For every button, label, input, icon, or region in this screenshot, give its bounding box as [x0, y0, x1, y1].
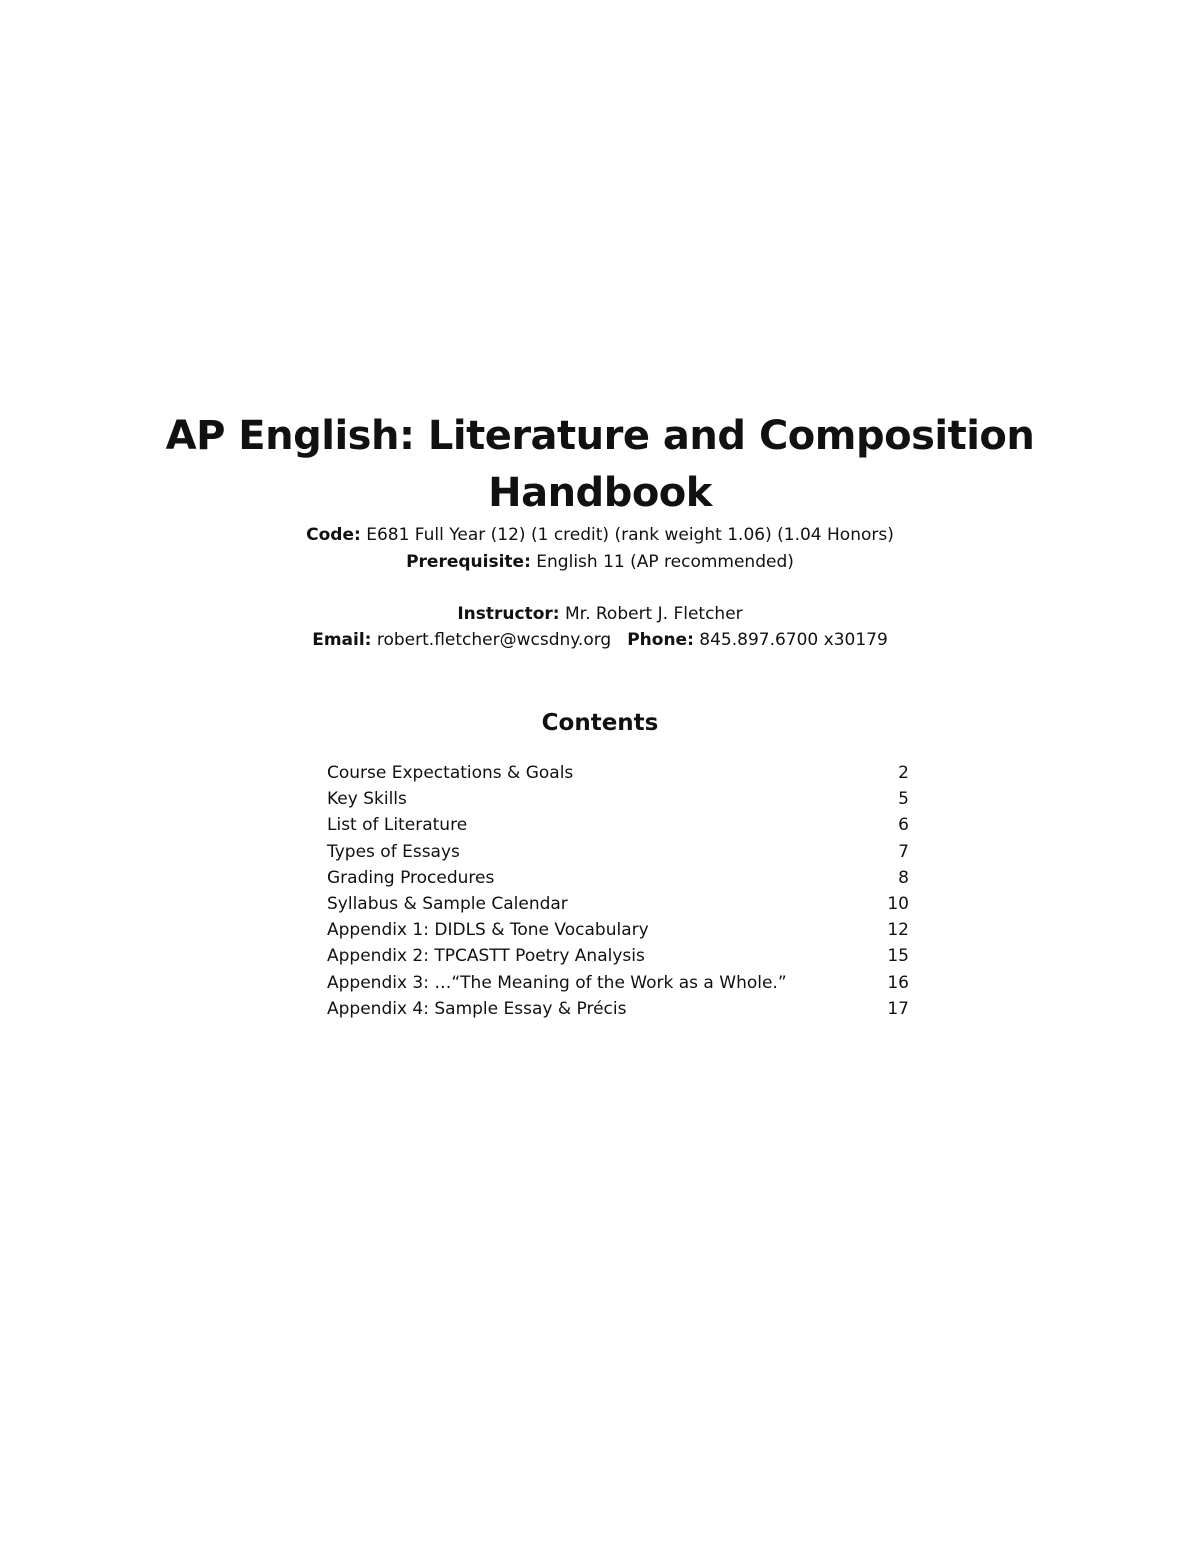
- table-of-contents: [327, 760, 927, 1022]
- email-address: robert.fletcher@wcsdny.org: [371, 630, 612, 650]
- toc-entry-page: 7: [898, 841, 909, 862]
- prerequisite-label: Prerequisite:: [406, 552, 531, 572]
- contact-line: [0, 628, 1200, 652]
- toc-entry: [327, 865, 927, 891]
- phone-number: 845.897.6700 x30179: [693, 630, 888, 650]
- toc-entry: [327, 891, 927, 917]
- toc-entry-page: 12: [887, 920, 909, 941]
- toc-entry: [327, 812, 927, 838]
- toc-entry-title: Course Expectations & Goals: [327, 763, 574, 783]
- toc-entry: [327, 917, 927, 943]
- contents-heading: Contents: [541, 710, 659, 736]
- instructor-label: Instructor:: [457, 604, 560, 624]
- toc-entry-title: Appendix 1: DIDLS & Tone Vocabulary: [327, 920, 649, 941]
- toc-entry-page: 2: [898, 763, 909, 783]
- toc-entry-title: List of Literature: [327, 815, 468, 836]
- toc-entry-page: 17: [887, 998, 909, 1019]
- toc-entry: [327, 760, 927, 786]
- toc-entry-title: Appendix 4: Sample Essay & Précis: [327, 998, 627, 1019]
- toc-entry: [327, 839, 927, 865]
- toc-entry-title: Grading Procedures: [327, 867, 495, 888]
- document-title-line-2: Handbook: [488, 470, 712, 516]
- toc-entry: [327, 786, 927, 812]
- course-code-line: [0, 523, 1200, 547]
- toc-entry-page: 15: [887, 946, 909, 967]
- toc-entry-title: Types of Essays: [327, 841, 460, 862]
- email-label: Email:: [312, 630, 372, 650]
- toc-entry: [327, 996, 927, 1022]
- toc-entry-title: Key Skills: [327, 789, 407, 810]
- phone-label: Phone:: [627, 630, 694, 650]
- toc-entry-page: 8: [898, 867, 909, 888]
- toc-entry-page: 16: [887, 972, 909, 993]
- toc-entry-title: Appendix 3: …“The Meaning of the Work as a Whole.”: [327, 972, 787, 993]
- course-code-label: Code:: [306, 525, 361, 545]
- toc-entry: [327, 970, 927, 996]
- toc-entry-page: 5: [898, 789, 909, 810]
- toc-entry-title: Appendix 2: TPCASTT Poetry Analysis: [327, 946, 645, 967]
- toc-entry-page: 10: [887, 893, 909, 914]
- toc-entry: [327, 943, 927, 969]
- toc-entry-page: 6: [898, 815, 909, 836]
- instructor-name: Mr. Robert J. Fletcher: [559, 604, 743, 624]
- document-title-line-1: AP English: Literature and Composition: [165, 413, 1035, 459]
- course-code-value: E681 Full Year (12) (1 credit) (rank weight 1.06) (1.04 Honors): [360, 525, 894, 545]
- prerequisite-value: English 11 (AP recommended): [530, 552, 794, 572]
- prerequisite-line: [0, 550, 1200, 574]
- toc-entry-title: Syllabus & Sample Calendar: [327, 893, 568, 914]
- instructor-line: [0, 602, 1200, 626]
